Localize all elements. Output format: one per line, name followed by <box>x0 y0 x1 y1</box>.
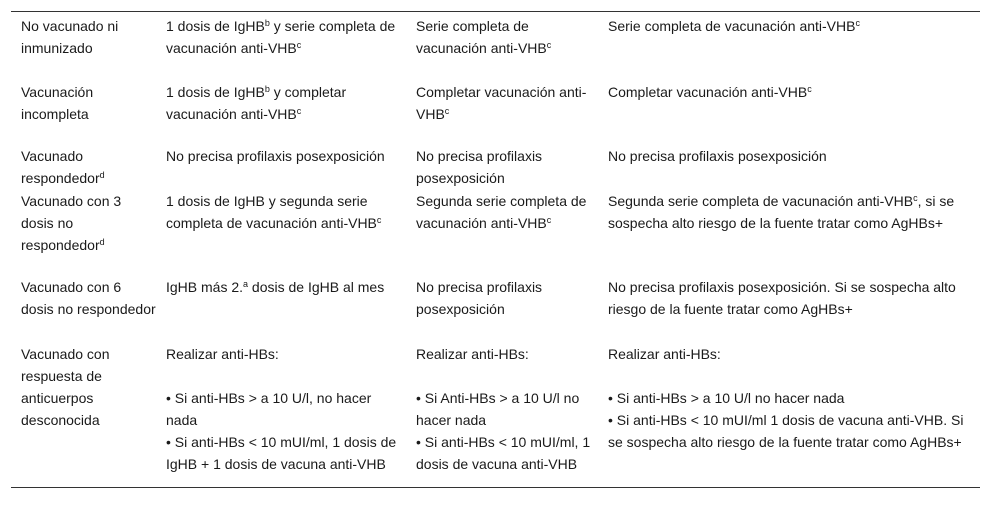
cell-text: No precisa profilaxis posexposición <box>416 279 543 317</box>
table-row <box>11 12 980 81</box>
cell-intro: Realizar anti-HBs: <box>166 346 279 362</box>
status-text: Vacunación incompleta <box>21 84 94 122</box>
status-text: Vacunado con respuesta de anticuerpos desconocida <box>21 346 110 428</box>
cell-text: dosis de IgHB al mes <box>248 279 385 295</box>
footnote-mark: c <box>296 40 302 50</box>
cell-text: y completar vacunación anti-VHB <box>166 84 347 122</box>
status-text: Vacunado con 3 dosis no respondedor <box>21 193 122 253</box>
cell-text: Serie completa de vacunación anti-VHB <box>416 18 547 56</box>
footnote-mark: a <box>243 279 249 289</box>
cell-text: Serie completa de vacunación anti-VHB <box>608 18 856 34</box>
status-cell <box>11 15 156 81</box>
cell-text: , si se sospecha alto riesgo de la fuente tratar como AgHBs+ <box>608 193 955 231</box>
status-text: No vacunado ni inmunizado <box>21 18 119 56</box>
cell-intro: Realizar anti-HBs: <box>608 346 721 362</box>
table-row <box>11 276 980 343</box>
bullet-item: • Si anti-HBs < 10 mUI/ml, 1 dosis de IgHB + 1 dosis de vacuna anti-VHB <box>166 434 397 472</box>
source-unknown-cell <box>598 81 980 145</box>
footnote-mark: d <box>99 237 105 247</box>
footnote-mark: c <box>546 40 552 50</box>
status-cell <box>11 343 156 487</box>
exposed-unknown-cell <box>156 15 406 81</box>
exposed-negative-cell <box>406 343 598 487</box>
exposed-negative-cell <box>406 81 598 145</box>
cell-text: No precisa profilaxis posexposición. Si se sospecha alto riesgo de la fuente tratar como AgHBs+ <box>608 279 956 317</box>
prophylaxis-table <box>11 11 980 488</box>
cell-text: No precisa profilaxis posexposición <box>416 148 543 186</box>
footnote-mark: c <box>444 106 450 116</box>
exposed-unknown-cell <box>156 81 406 145</box>
footnote-mark: c <box>376 215 382 225</box>
table-row <box>11 343 980 487</box>
footnote-mark: c <box>913 193 918 203</box>
table-row <box>11 81 980 145</box>
footnote-mark: c <box>807 84 812 94</box>
footnote-mark: b <box>264 84 270 94</box>
bullet-item: • Si anti-HBs < 10 mUI/ml 1 dosis de vacuna anti-VHB. Si se sospecha alto riesgo de la fuente tratar como AgHBs+ <box>608 412 964 450</box>
cell-text: Segunda serie completa de vacunación anti-VHB <box>416 193 587 231</box>
source-unknown-cell <box>598 15 980 81</box>
exposed-unknown-cell <box>156 190 406 276</box>
exposed-unknown-cell <box>156 276 406 343</box>
footnote-mark: d <box>99 170 105 180</box>
footnote-mark: c <box>855 18 860 28</box>
exposed-negative-cell <box>406 145 598 190</box>
exposed-unknown-cell <box>156 145 406 190</box>
bullet-item: • Si anti-HBs > a 10 U/l no hacer nada <box>608 390 845 406</box>
cell-text: Segunda serie completa de vacunación anti-VHB <box>608 193 914 209</box>
table-row <box>11 190 980 276</box>
cell-text: IgHB más 2. <box>166 279 244 295</box>
status-text: Vacunado respondedor <box>21 148 100 186</box>
status-cell <box>11 276 156 343</box>
cell-text: 1 dosis de IgHB <box>166 18 265 34</box>
source-unknown-cell <box>598 145 980 190</box>
bullet-item: • Si Anti-HBs > a 10 U/l no hacer nada <box>416 390 580 428</box>
footnote-mark: b <box>264 18 270 28</box>
cell-text: Completar vacunación anti-VHB <box>608 84 808 100</box>
footnote-mark: c <box>296 106 302 116</box>
exposed-negative-cell <box>406 15 598 81</box>
exposed-negative-cell <box>406 276 598 343</box>
bullet-item: • Si anti-HBs > a 10 U/l, no hacer nada <box>166 390 372 428</box>
status-cell <box>11 190 156 276</box>
exposed-unknown-cell <box>156 343 406 487</box>
bullet-item: • Si anti-HBs < 10 mUI/ml, 1 dosis de vacuna anti-VHB <box>416 434 591 472</box>
status-cell <box>11 81 156 145</box>
source-unknown-cell <box>598 343 980 487</box>
cell-text: y serie completa de vacunación anti-VHB <box>166 18 396 56</box>
exposed-negative-cell <box>406 190 598 276</box>
status-text: Vacunado con 6 dosis no respondedor <box>21 279 156 317</box>
cell-text: 1 dosis de IgHB <box>166 84 265 100</box>
cell-text: 1 dosis de IgHB y segunda serie completa de vacunación anti-VHB <box>166 193 377 231</box>
table-row <box>11 145 980 190</box>
cell-text: No precisa profilaxis posexposición <box>166 148 385 164</box>
cell-intro: Realizar anti-HBs: <box>416 346 529 362</box>
footnote-mark: c <box>546 215 552 225</box>
cell-text: Completar vacunación anti-VHB <box>416 84 587 122</box>
status-cell <box>11 145 156 190</box>
source-unknown-cell <box>598 190 980 276</box>
source-unknown-cell <box>598 276 980 343</box>
cell-text: No precisa profilaxis posexposición <box>608 148 827 164</box>
